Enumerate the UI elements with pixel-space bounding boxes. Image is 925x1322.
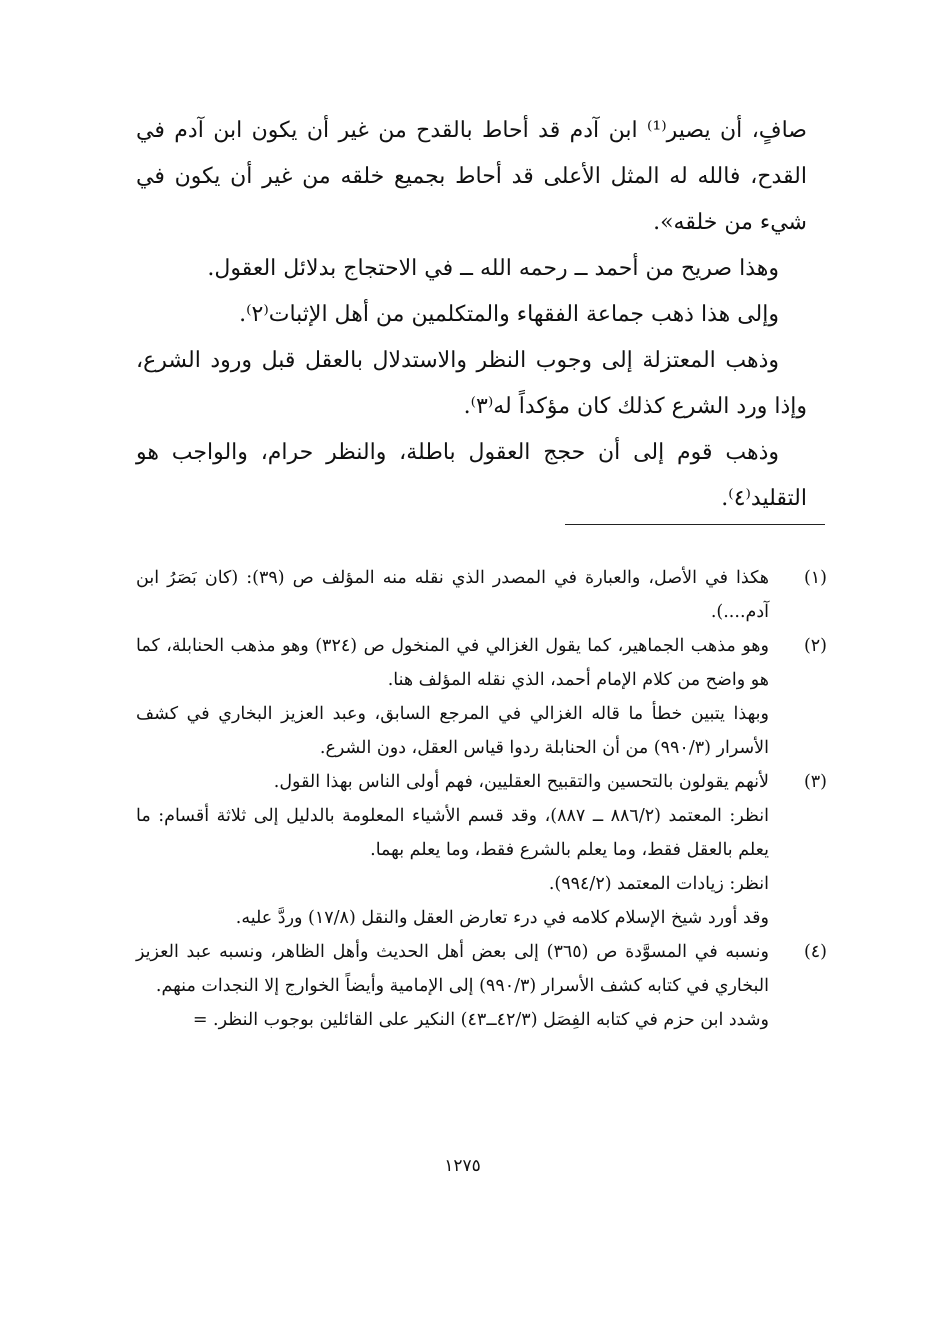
paragraph-4: وذهب المعتزلة إلى وجوب النظر والاستدلال بالعقل قبل ورود الشرع، وإذا ورد الشرع كذلك كان مؤكداً له⁽٣⁾. bbox=[136, 348, 807, 419]
footnote-4 bbox=[136, 935, 827, 1003]
footnote-separator bbox=[565, 524, 825, 525]
footnote-continuation: انظر: زيادات المعتمد (٩٩٤/٢). bbox=[548, 874, 769, 894]
footnote-number: (٢) bbox=[803, 636, 827, 656]
footnote-text: وهو مذهب الجماهير، كما يقول الغزالي في المنخول ص (٣٢٤) وهو مذهب الحنابلة، كما هو واضح من كلام الإمام أحمد، الذي نقله المؤلف هنا. bbox=[136, 636, 769, 690]
footnote-continuation: وبهذا يتبين خطأ ما قاله الغزالي في المرجع السابق، وعبد العزيز البخاري في كشف الأسرار (٩٩٠/٣) من أن الحنابلة ردوا قياس العقل، دون الشرع. bbox=[136, 704, 769, 758]
footnotes bbox=[136, 561, 827, 1037]
footnote-number: (٣) bbox=[803, 772, 827, 792]
footnote-text: هكذا في الأصل، والعبارة في المصدر الذي نقله منه المؤلف ص (٣٩): (كان بَصَرُ ابن آدم....). bbox=[136, 568, 769, 622]
footnote-number: (٤) bbox=[803, 942, 827, 962]
paragraph-2: وهذا صريح من أحمد ــ رحمه الله ــ في الاحتجاج بدلائل العقول. bbox=[207, 256, 779, 281]
footnote-1 bbox=[136, 561, 827, 629]
page-number: ١٢٧٥ bbox=[444, 1156, 481, 1176]
paragraph-5: وذهب قوم إلى أن حجج العقول باطلة، والنظر حرام، والواجب هو التقليد⁽٤⁾. bbox=[136, 440, 807, 511]
paragraph-3: وإلى هذا ذهب جماعة الفقهاء والمتكلمين من أهل الإثبات⁽٢⁾. bbox=[239, 302, 779, 327]
footnote-2 bbox=[136, 629, 827, 697]
footnote-continuation: وقد أورد شيخ الإسلام كلامه في درء تعارض العقل والنقل (١٧/٨) وردَّ عليه. bbox=[235, 908, 769, 928]
main-text bbox=[136, 108, 807, 522]
footnote-text: لأنهم يقولون بالتحسين والتقبيح العقليين، فهم أولى الناس بهذا القول. bbox=[273, 772, 769, 792]
footnote-continuation: انظر: المعتمد (٨٨٦/٢ ــ ٨٨٧)، وقد قسم الأشياء المعلومة بالدليل إلى ثلاثة أقسام: ما يعلم بالعقل فقط، وما يعلم بالشرع فقط، وما يعلم بهما. bbox=[136, 806, 769, 860]
footnote-continuation: وشدد ابن حزم في كتابه الفِصَل (٤٢/٣ــ٤٣) النكير على القائلين بوجوب النظر. = bbox=[192, 1010, 769, 1030]
footnote-number: (١) bbox=[803, 568, 827, 588]
footnote-3 bbox=[136, 765, 827, 799]
footnote-text: ونسبه في المسوَّدة ص (٣٦٥) إلى بعض أهل الحديث وأهل الظاهر، ونسبه عبد العزيز البخاري في كتابه كشف الأسرار (٩٩٠/٣) إلى الإمامية وأيضاً الخوارج إلا النجدات منهم. bbox=[136, 942, 769, 996]
paragraph-1: صافٍ، أن يصير⁽¹⁾ ابن آدم قد أحاط بالقدح من غير أن يكون ابن آدم في القدح، فالله له المثل الأعلى قد أحاط بجميع خلقه من غير أن يكون في شيء من خلقه». bbox=[136, 118, 807, 235]
